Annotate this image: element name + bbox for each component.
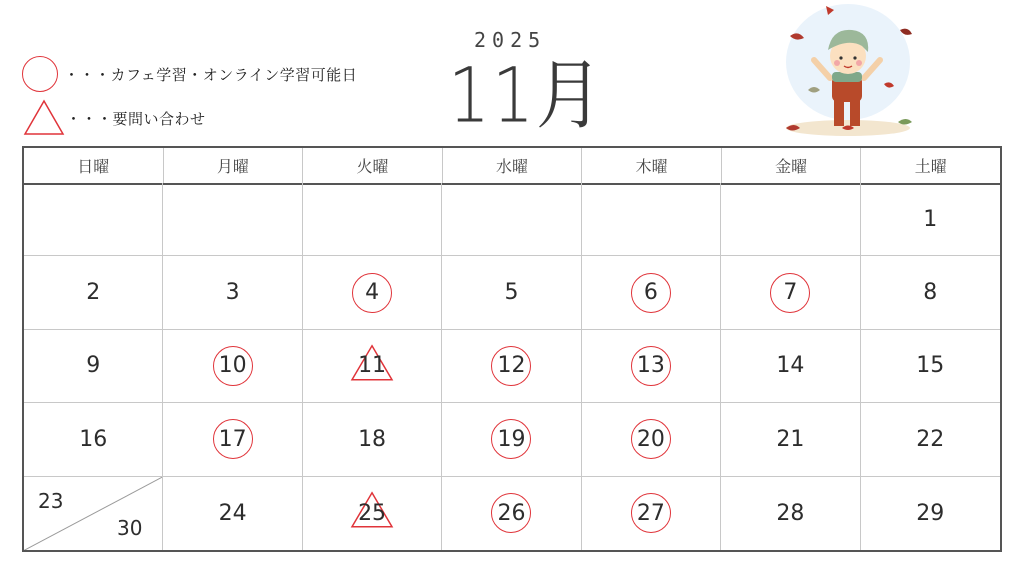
day-cell	[582, 183, 721, 256]
calendar-table	[22, 146, 1002, 552]
day-cell	[861, 256, 1000, 329]
day-number: 9	[86, 353, 101, 379]
day-number: 4	[365, 280, 380, 306]
day-cell	[861, 330, 1000, 403]
day-number: 14	[776, 353, 805, 379]
day-cell	[163, 403, 302, 476]
day-cell	[303, 256, 442, 329]
day-cell	[582, 403, 721, 476]
day-cell	[442, 330, 581, 403]
day-number: 19	[497, 426, 526, 452]
day-cell	[163, 477, 302, 550]
day-cell	[861, 403, 1000, 476]
day-number: 27	[636, 500, 665, 526]
day-number: 16	[79, 426, 108, 452]
day-number: 20	[636, 426, 665, 452]
legend-triangle-text: ・・・要問い合わせ	[66, 109, 206, 128]
day-cell	[442, 477, 581, 550]
day-cell	[163, 256, 302, 329]
weekday-wednesday: 水曜	[443, 148, 583, 183]
day-number: 30	[116, 516, 143, 540]
day-cell	[721, 403, 860, 476]
day-number: 1	[923, 206, 938, 232]
weekday-sunday: 日曜	[24, 148, 164, 183]
legend	[22, 54, 357, 138]
day-cell	[24, 256, 163, 329]
legend-circle-row	[22, 54, 357, 94]
day-cell	[721, 330, 860, 403]
day-cell	[721, 183, 860, 256]
day-number: 10	[218, 353, 247, 379]
day-number: 17	[218, 426, 247, 452]
day-number: 11	[358, 353, 387, 379]
day-number: 8	[923, 280, 938, 306]
day-number: 26	[497, 500, 526, 526]
day-number: 22	[916, 426, 945, 452]
weekday-friday: 金曜	[722, 148, 862, 183]
day-number: 25	[358, 500, 387, 526]
legend-circle-text: ・・・カフェ学習・オンライン学習可能日	[64, 65, 358, 84]
day-number: 28	[776, 500, 805, 526]
day-number: 2	[86, 280, 101, 306]
day-cell	[442, 256, 581, 329]
day-number: 23	[38, 488, 64, 513]
weekday-saturday: 土曜	[914, 157, 947, 176]
day-number: 18	[358, 426, 387, 452]
day-cell	[442, 183, 581, 256]
day-cell	[24, 477, 163, 550]
legend-triangle-row	[22, 98, 357, 138]
day-number: 12	[497, 353, 526, 379]
day-number: 13	[636, 353, 665, 379]
triangle-mark-icon	[22, 98, 66, 138]
circle-mark-icon	[22, 56, 58, 92]
day-number: 24	[218, 500, 247, 526]
day-cell	[163, 330, 302, 403]
day-cell	[303, 330, 442, 403]
day-grid	[24, 183, 1000, 550]
day-number: 3	[225, 280, 240, 306]
day-cell	[861, 183, 1000, 256]
day-cell	[721, 477, 860, 550]
day-cell	[163, 183, 302, 256]
day-cell	[582, 477, 721, 550]
weekday-monday: 月曜	[164, 148, 304, 183]
calendar-month: 11月	[448, 51, 604, 140]
day-cell	[861, 477, 1000, 550]
day-number: 29	[916, 500, 945, 526]
day-number: 7	[783, 280, 798, 306]
day-cell	[303, 403, 442, 476]
day-cell	[721, 256, 860, 329]
day-number: 5	[504, 280, 519, 306]
day-cell	[24, 183, 163, 256]
day-number: 15	[916, 353, 945, 379]
weekday-header-row	[24, 148, 1000, 185]
autumn-child-icon	[768, 0, 928, 140]
day-cell	[442, 403, 581, 476]
day-cell	[303, 183, 442, 256]
day-cell	[24, 403, 163, 476]
day-number: 21	[776, 426, 805, 452]
day-cell	[582, 330, 721, 403]
day-cell	[582, 256, 721, 329]
day-cell	[24, 330, 163, 403]
day-cell	[303, 477, 442, 550]
calendar-year: 2025	[474, 28, 547, 52]
weekday-thursday: 木曜	[582, 148, 722, 183]
day-number: 6	[643, 280, 658, 306]
weekday-tuesday: 火曜	[303, 148, 443, 183]
